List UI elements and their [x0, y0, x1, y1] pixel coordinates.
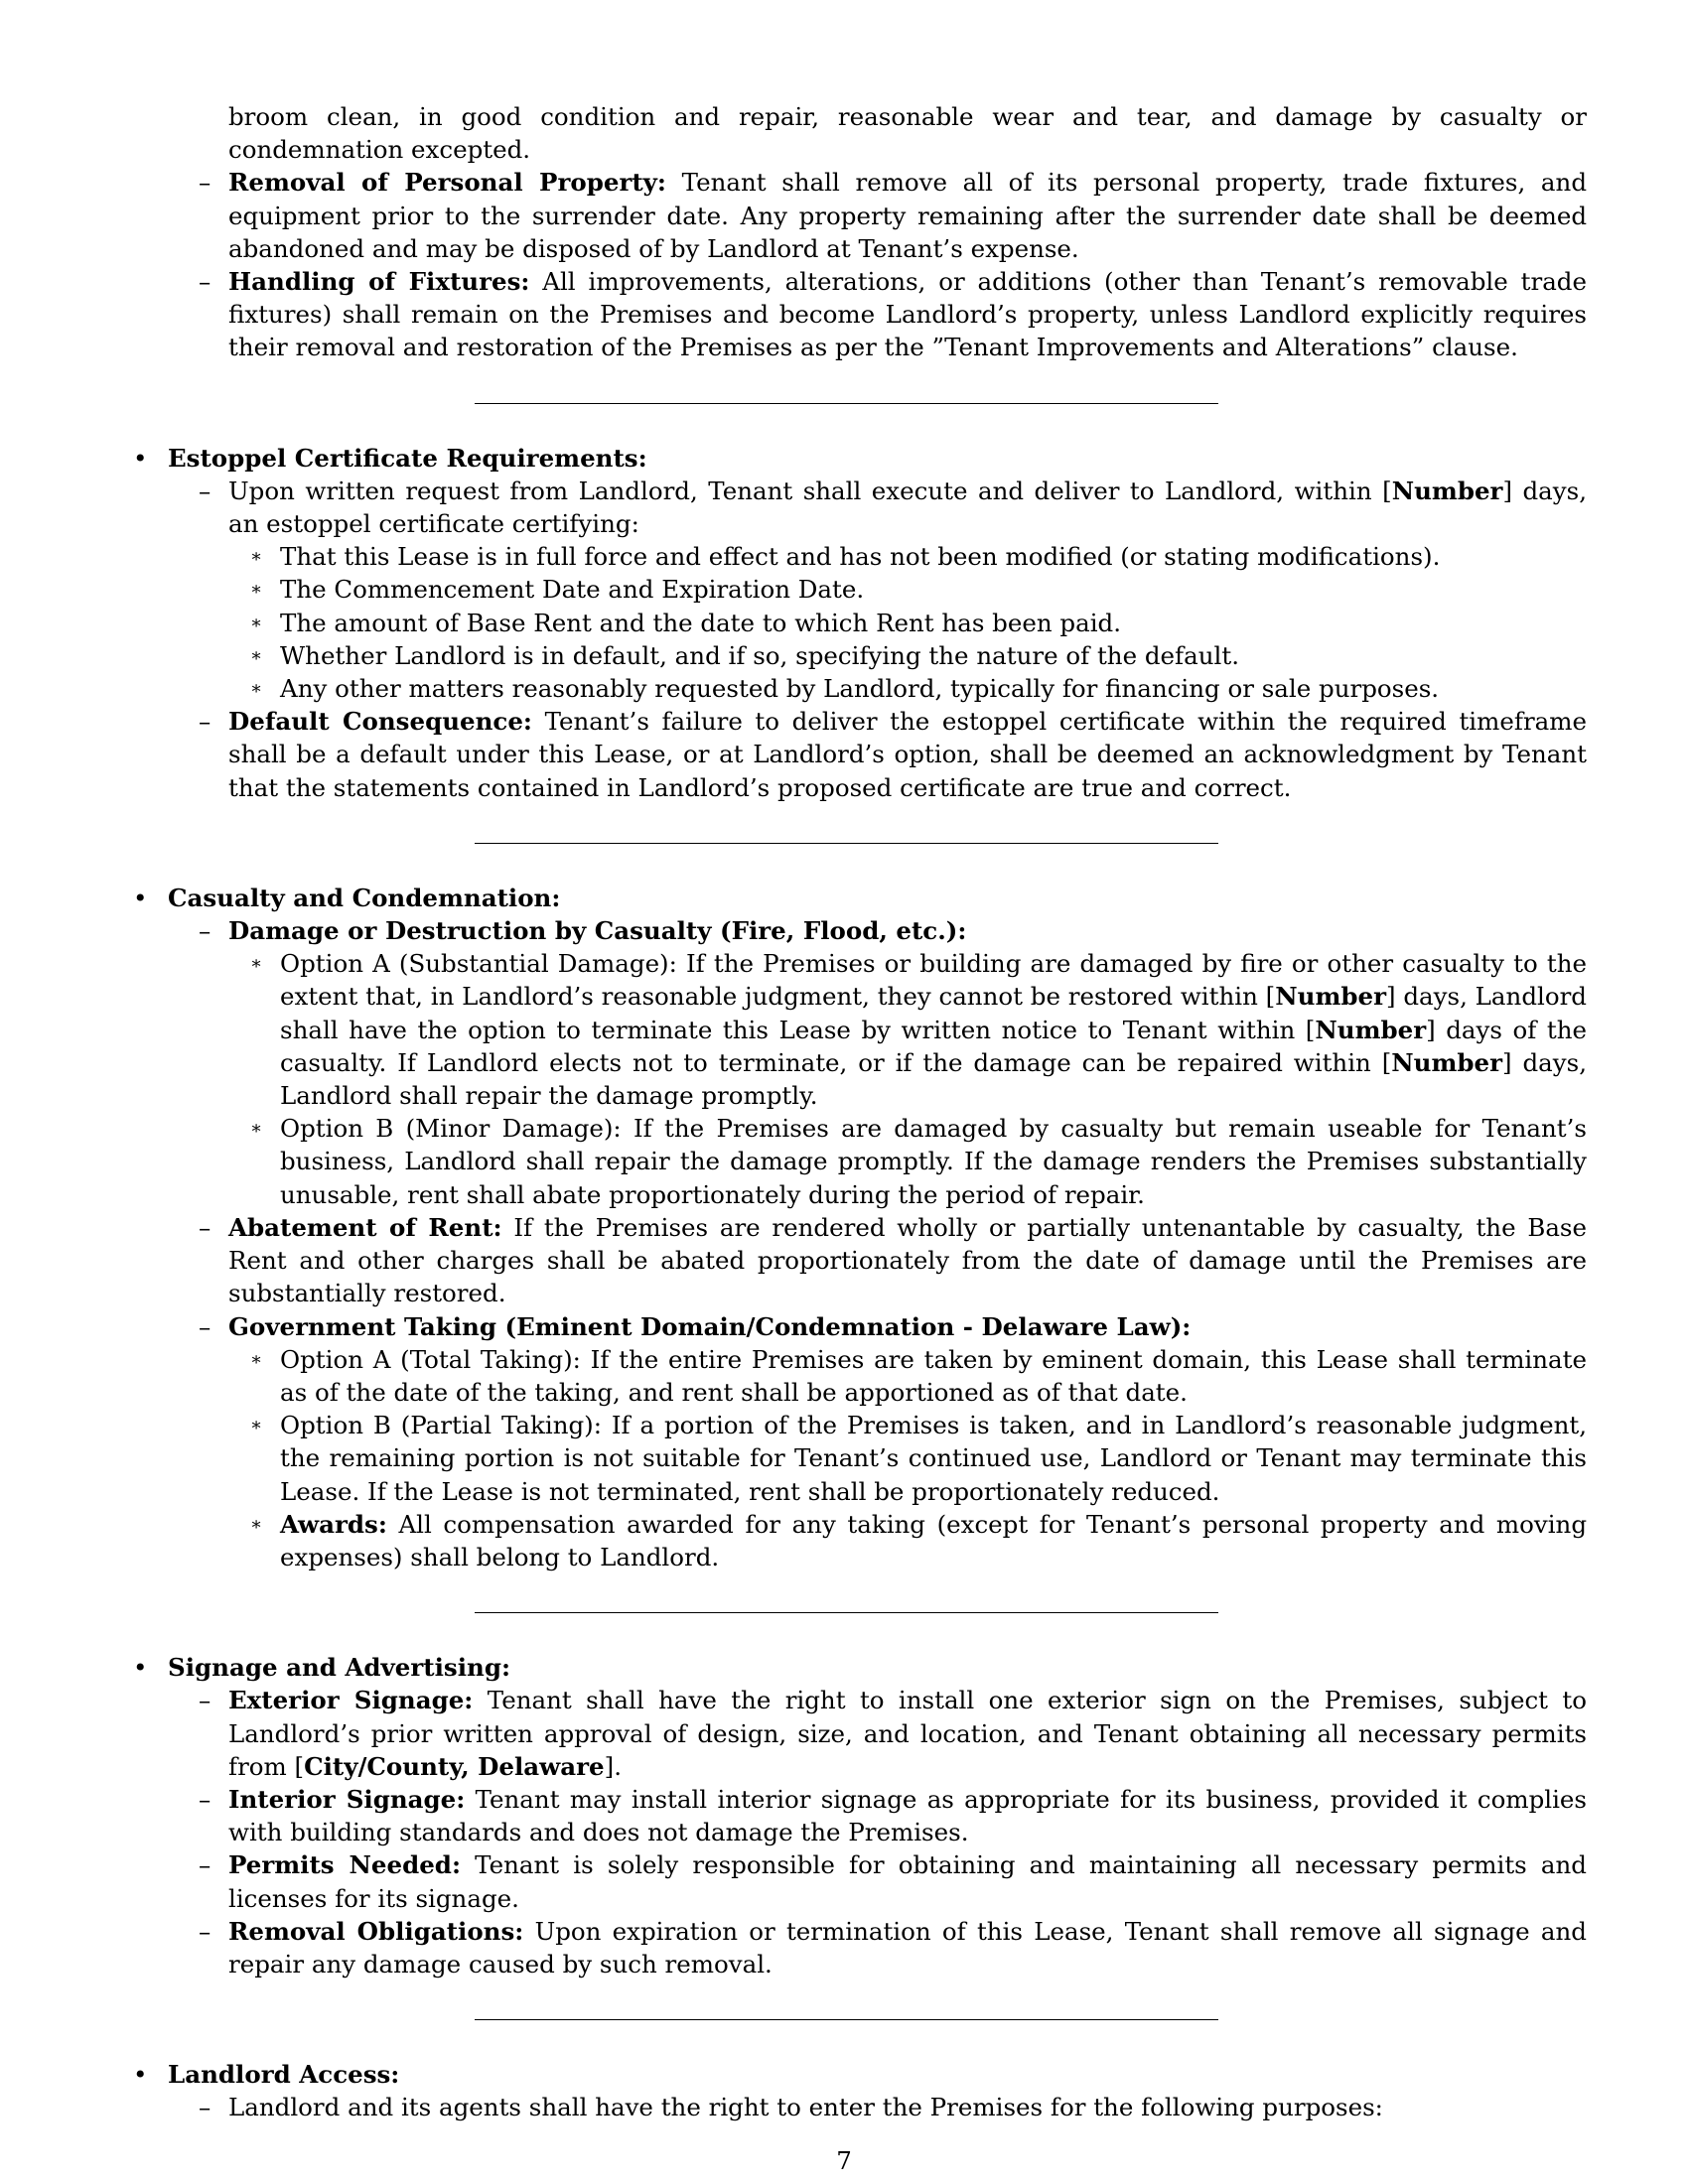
interior-signage-text: Tenant may install interior signage as appropriate for its business, provided it complies with building standards and does not damage the Premises. — [228, 1784, 1587, 1847]
signage-heading-text: Signage and Advertising: — [168, 1653, 510, 1683]
removal-obligations-text: Upon expiration or termination of this Lease, Tenant shall remove all signage and repair any damage caused by such removal. — [228, 1916, 1587, 1979]
damage-destruction-item — [129, 914, 1587, 947]
option-b-text: Option B (Minor Damage): If the Premises are damaged by casualty but remain useable for Tenant’s business, Landlord shall repair the damage promptly. If the damage renders the Premises substantially unusable, rent shall abate proportionately during the period of repair. — [280, 1114, 1587, 1209]
star-marker: ∗ — [250, 644, 263, 666]
taking-option-a-text: Option A (Total Taking): If the entire Premises are taken by eminent domain, this Lease shall terminate as of the date of the taking, and rent shall be apportioned as of that date. — [280, 1344, 1587, 1407]
permits-needed-item — [129, 1848, 1587, 1914]
landlord-access-intro-text: Landlord and its agents shall have the right to enter the Premises for the following purposes: — [228, 2093, 1383, 2122]
taking-option-b-item — [129, 1409, 1587, 1508]
star-marker: ∗ — [250, 953, 263, 975]
permits-needed-text: Tenant is solely responsible for obtaining and maintaining all necessary permits and licenses for its signage. — [228, 1850, 1587, 1913]
estoppel-heading — [129, 442, 1587, 475]
bullet-marker: • — [133, 883, 148, 912]
star-marker: ∗ — [250, 1415, 263, 1436]
dash-marker: – — [199, 1212, 211, 1242]
handling-fixtures-label: Handling of Fixtures: — [228, 267, 530, 297]
estoppel-certify-item — [129, 639, 1587, 672]
casualty-heading — [129, 882, 1587, 914]
permits-needed-label: Permits Needed: — [228, 1850, 461, 1880]
number-placeholder: Number — [1391, 1047, 1503, 1077]
awards-text: All compensation awarded for any taking (except for Tenant’s personal property and moving expenses) shall belong to Landlord. — [280, 1509, 1587, 1571]
estoppel-certify-item — [129, 672, 1587, 705]
exterior-signage-label: Exterior Signage: — [228, 1686, 474, 1715]
default-consequence-text: Tenant’s failure to deliver the estoppel certificate within the required timeframe shall be a default under this Lease, or at Landlord’s option, shall be deemed an acknowledgment by Tenant that the statements contained in Landlord’s proposed certificate are true and correct. — [228, 707, 1587, 802]
estoppel-certify-item — [129, 573, 1587, 606]
star-marker: ∗ — [250, 1513, 263, 1535]
awards-label: Awards: — [280, 1509, 387, 1539]
handling-fixtures-item — [129, 265, 1587, 364]
option-b-minor-item — [129, 1112, 1587, 1211]
interior-signage-item — [129, 1783, 1587, 1848]
dash-marker: – — [199, 267, 211, 297]
bullet-marker: • — [133, 2060, 148, 2090]
estoppel-certify-item — [129, 540, 1587, 573]
removal-personal-property-item — [129, 166, 1587, 265]
dash-marker: – — [199, 1916, 211, 1946]
dash-marker: – — [199, 1850, 211, 1880]
estoppel-request-text-end: ] days, an estoppel certificate certifying: — [228, 476, 1587, 539]
page-number: 7 — [836, 2146, 852, 2175]
estoppel-number-placeholder: Number — [1391, 476, 1503, 505]
dash-marker: – — [199, 707, 211, 737]
taking-option-b-text: Option B (Partial Taking): If a portion of the Premises is taken, and in Landlord’s reasonable judgment, the remaining portion is not suitable for Tenant’s continued use, Landlord or Tenant may terminate this Lease. If the Lease is not terminated, rent shall be proportionately reduced. — [280, 1411, 1587, 1506]
dash-marker: – — [199, 168, 211, 198]
estoppel-certify-text: The amount of Base Rent and the date to which Rent has been paid. — [280, 608, 1122, 637]
city-county-placeholder: City/County, Delaware — [304, 1751, 605, 1781]
damage-destruction-label: Damage or Destruction by Casualty (Fire, Flood, etc.): — [228, 916, 967, 946]
number-placeholder: Number — [1315, 1015, 1427, 1044]
estoppel-certify-text: The Commencement Date and Expiration Date. — [280, 575, 865, 605]
government-taking-label: Government Taking (Eminent Domain/Condemnation - Delaware Law): — [228, 1311, 1192, 1341]
dash-marker: – — [199, 1311, 211, 1341]
option-a-text: Option A (Substantial Damage): If the Premises or building are damaged by fire or other casualty to the extent that, in Landlord’s reasonable judgment, they cannot be restored within [ — [280, 949, 1587, 1012]
abatement-rent-label: Abatement of Rent: — [228, 1212, 502, 1242]
exterior-signage-item — [129, 1684, 1587, 1783]
estoppel-certify-text: Whether Landlord is in default, and if so, specifying the nature of the default. — [280, 640, 1239, 670]
dash-marker: – — [199, 2093, 211, 2122]
interior-signage-label: Interior Signage: — [228, 1784, 466, 1814]
option-a-substantial-item — [129, 947, 1587, 1112]
star-marker: ∗ — [250, 678, 263, 700]
bullet-marker: • — [133, 443, 148, 473]
government-taking-item — [129, 1310, 1587, 1343]
star-marker: ∗ — [250, 1118, 263, 1140]
star-marker: ∗ — [250, 546, 263, 568]
dash-marker: – — [199, 916, 211, 946]
abatement-rent-item — [129, 1211, 1587, 1310]
bullet-marker: • — [133, 1653, 148, 1683]
default-consequence-label: Default Consequence: — [228, 707, 532, 737]
star-marker: ∗ — [250, 1348, 263, 1370]
handling-fixtures-text: All improvements, alterations, or additions (other than Tenant’s removable trade fixtures) shall remain on the Premises and become Landlord’s property, unless Landlord explicitly requires their removal and restoration of the Premises as per the ”Tenant Improvements and Alterations” clause. — [228, 267, 1587, 362]
landlord-access-intro-item — [129, 2091, 1587, 2123]
option-a-text: ] days of the casualty. If Landlord elects not to terminate, or if the damage can be repaired within [ — [280, 1015, 1587, 1077]
estoppel-certify-item — [129, 607, 1587, 639]
taking-option-a-item — [129, 1343, 1587, 1409]
awards-item — [129, 1508, 1587, 1573]
star-marker: ∗ — [250, 612, 263, 633]
option-a-text: ] days, Landlord shall repair the damage promptly. — [280, 1047, 1587, 1111]
removal-obligations-item — [129, 1915, 1587, 1980]
exterior-signage-text-end: ]. — [604, 1751, 622, 1781]
exterior-signage-text: Tenant shall have the right to install one exterior sign on the Premises, subject to Landlord’s prior written approval of design, size, and location, and Tenant obtaining all necessary permits from [ — [228, 1686, 1587, 1781]
dash-marker: – — [199, 476, 211, 505]
dash-marker: – — [199, 1686, 211, 1715]
option-a-text: ] days, Landlord shall have the option to terminate this Lease by written notice to Tenant within [ — [280, 982, 1587, 1044]
abatement-rent-text: If the Premises are rendered wholly or partially untenantable by casualty, the Base Rent and other charges shall be abated proportionately from the date of damage until the Premises are substantially restored. — [228, 1212, 1588, 1308]
lease-body — [129, 100, 1587, 2124]
estoppel-certify-text: Any other matters reasonably requested by Landlord, typically for financing or sale purposes. — [280, 674, 1440, 704]
landlord-access-heading-text: Landlord Access: — [168, 2060, 400, 2090]
estoppel-certify-text: That this Lease is in full force and effect and has not been modified (or stating modifications). — [280, 542, 1441, 572]
surrender-continuation: broom clean, in good condition and repair, reasonable wear and tear, and damage by casualty or condemnation excepted. — [228, 102, 1587, 165]
default-consequence-item — [129, 705, 1587, 804]
estoppel-request-text: Upon written request from Landlord, Tenant shall execute and deliver to Landlord, within [ — [228, 476, 1392, 505]
star-marker: ∗ — [250, 579, 263, 601]
landlord-access-heading — [129, 2058, 1587, 2091]
removal-personal-property-label: Removal of Personal Property: — [228, 168, 666, 198]
removal-personal-property-text: Tenant shall remove all of its personal property, trade fixtures, and equipment prior to the surrender date. Any property remaining after the surrender date shall be deemed abandoned and may be disposed of by Landlord at Tenant’s expense. — [228, 168, 1588, 263]
signage-heading — [129, 1651, 1587, 1684]
number-placeholder: Number — [1275, 982, 1386, 1012]
estoppel-request-item — [129, 475, 1587, 540]
dash-marker: – — [199, 1784, 211, 1814]
removal-obligations-label: Removal Obligations: — [228, 1916, 524, 1946]
estoppel-heading-text: Estoppel Certificate Requirements: — [168, 443, 647, 473]
casualty-heading-text: Casualty and Condemnation: — [168, 883, 561, 912]
